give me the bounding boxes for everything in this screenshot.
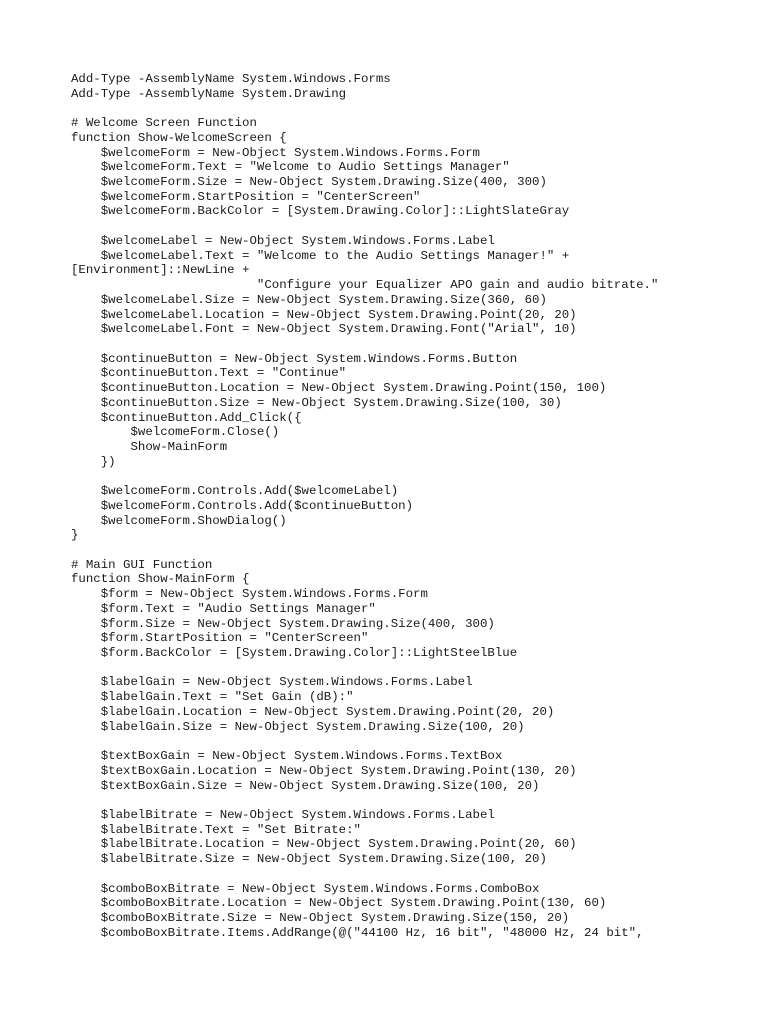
code-line: $labelGain.Location = New-Object System.Drawing.Point(20, 20) [71, 704, 555, 719]
code-line: $form = New-Object System.Windows.Forms.Form [71, 587, 428, 602]
code-line: $welcomeForm.Size = New-Object System.Drawing.Size(400, 300) [71, 175, 547, 190]
code-line: $welcomeForm.StartPosition = "CenterScreen" [71, 189, 421, 204]
code-line: $comboBoxBitrate.Size = New-Object System.Drawing.Size(150, 20) [71, 910, 570, 925]
code-line: $comboBoxBitrate.Location = New-Object System.Drawing.Point(130, 60) [71, 896, 607, 911]
code-line: $welcomeLabel.Size = New-Object System.Drawing.Size(360, 60) [71, 292, 547, 307]
code-line [71, 469, 751, 484]
code-line [71, 661, 751, 676]
code-line: $continueButton = New-Object System.Windows.Forms.Button [71, 351, 518, 366]
code-line: Show-MainForm [71, 439, 228, 454]
code-line: $labelGain = New-Object System.Windows.Forms.Label [71, 675, 473, 690]
code-line: $welcomeForm.ShowDialog() [71, 513, 287, 528]
code-line: $continueButton.Add_Click({ [71, 410, 302, 425]
code-line: $labelGain.Size = New-Object System.Drawing.Size(100, 20) [71, 719, 525, 734]
code-line: function Show-WelcomeScreen { [71, 130, 287, 145]
code-line: function Show-MainForm { [71, 572, 250, 587]
code-line [71, 337, 751, 352]
code-line [71, 219, 751, 234]
code-line: $continueButton.Text = "Continue" [71, 366, 347, 381]
code-line: Add-Type -AssemblyName System.Windows.Forms [71, 72, 391, 86]
code-line [71, 867, 751, 882]
code-line: $comboBoxBitrate.Items.AddRange(@("44100 Hz, 16 bit", "48000 Hz, 24 bit", [71, 925, 644, 940]
code-line [71, 543, 751, 558]
code-line: $form.Size = New-Object System.Drawing.Size(400, 300) [71, 616, 495, 631]
code-block [71, 72, 751, 940]
code-line: [Environment]::NewLine + [71, 263, 250, 278]
code-line: $welcomeLabel.Location = New-Object System.Drawing.Point(20, 20) [71, 307, 577, 322]
code-line: $welcomeForm.Controls.Add($welcomeLabel) [71, 484, 399, 499]
code-line: $welcomeLabel.Text = "Welcome to the Audio Settings Manager!" + [71, 248, 570, 263]
code-line [71, 734, 751, 749]
code-line: $comboBoxBitrate = New-Object System.Windows.Forms.ComboBox [71, 881, 540, 896]
code-line: $continueButton.Size = New-Object System.Drawing.Size(100, 30) [71, 395, 562, 410]
code-line: $labelBitrate.Location = New-Object System.Drawing.Point(20, 60) [71, 837, 577, 852]
code-line: }) [71, 454, 116, 469]
code-line: $textBoxGain = New-Object System.Windows.Forms.TextBox [71, 749, 503, 764]
code-line: Add-Type -AssemblyName System.Drawing [71, 86, 347, 101]
code-line: $textBoxGain.Size = New-Object System.Drawing.Size(100, 20) [71, 778, 540, 793]
code-line: $welcomeForm.Controls.Add($continueButton) [71, 498, 414, 513]
code-line: $welcomeForm = New-Object System.Windows.Forms.Form [71, 145, 480, 160]
code-line: $form.StartPosition = "CenterScreen" [71, 631, 369, 646]
code-line: $textBoxGain.Location = New-Object System.Drawing.Point(130, 20) [71, 763, 577, 778]
code-line: $welcomeLabel.Font = New-Object System.Drawing.Font("Arial", 10) [71, 322, 577, 337]
code-line [71, 793, 751, 808]
code-line: # Welcome Screen Function [71, 116, 257, 131]
code-line [71, 101, 751, 116]
code-line: $form.BackColor = [System.Drawing.Color]::LightSteelBlue [71, 646, 518, 661]
code-line: # Main GUI Function [71, 557, 213, 572]
code-line: $labelBitrate = New-Object System.Windows.Forms.Label [71, 807, 495, 822]
code-line: $labelGain.Text = "Set Gain (dB):" [71, 690, 354, 705]
code-line: $form.Text = "Audio Settings Manager" [71, 601, 376, 616]
code-line: $labelBitrate.Text = "Set Bitrate:" [71, 822, 361, 837]
code-line: $welcomeLabel = New-Object System.Windows.Forms.Label [71, 233, 495, 248]
code-line: $welcomeForm.BackColor = [System.Drawing.Color]::LightSlateGray [71, 204, 570, 219]
code-line: $continueButton.Location = New-Object System.Drawing.Point(150, 100) [71, 381, 607, 396]
code-line: } [71, 528, 79, 543]
code-line: "Configure your Equalizer APO gain and audio bitrate." [71, 278, 659, 293]
code-line: $welcomeForm.Close() [71, 425, 280, 440]
code-line: $welcomeForm.Text = "Welcome to Audio Settings Manager" [71, 160, 510, 175]
code-line: $labelBitrate.Size = New-Object System.Drawing.Size(100, 20) [71, 852, 547, 867]
